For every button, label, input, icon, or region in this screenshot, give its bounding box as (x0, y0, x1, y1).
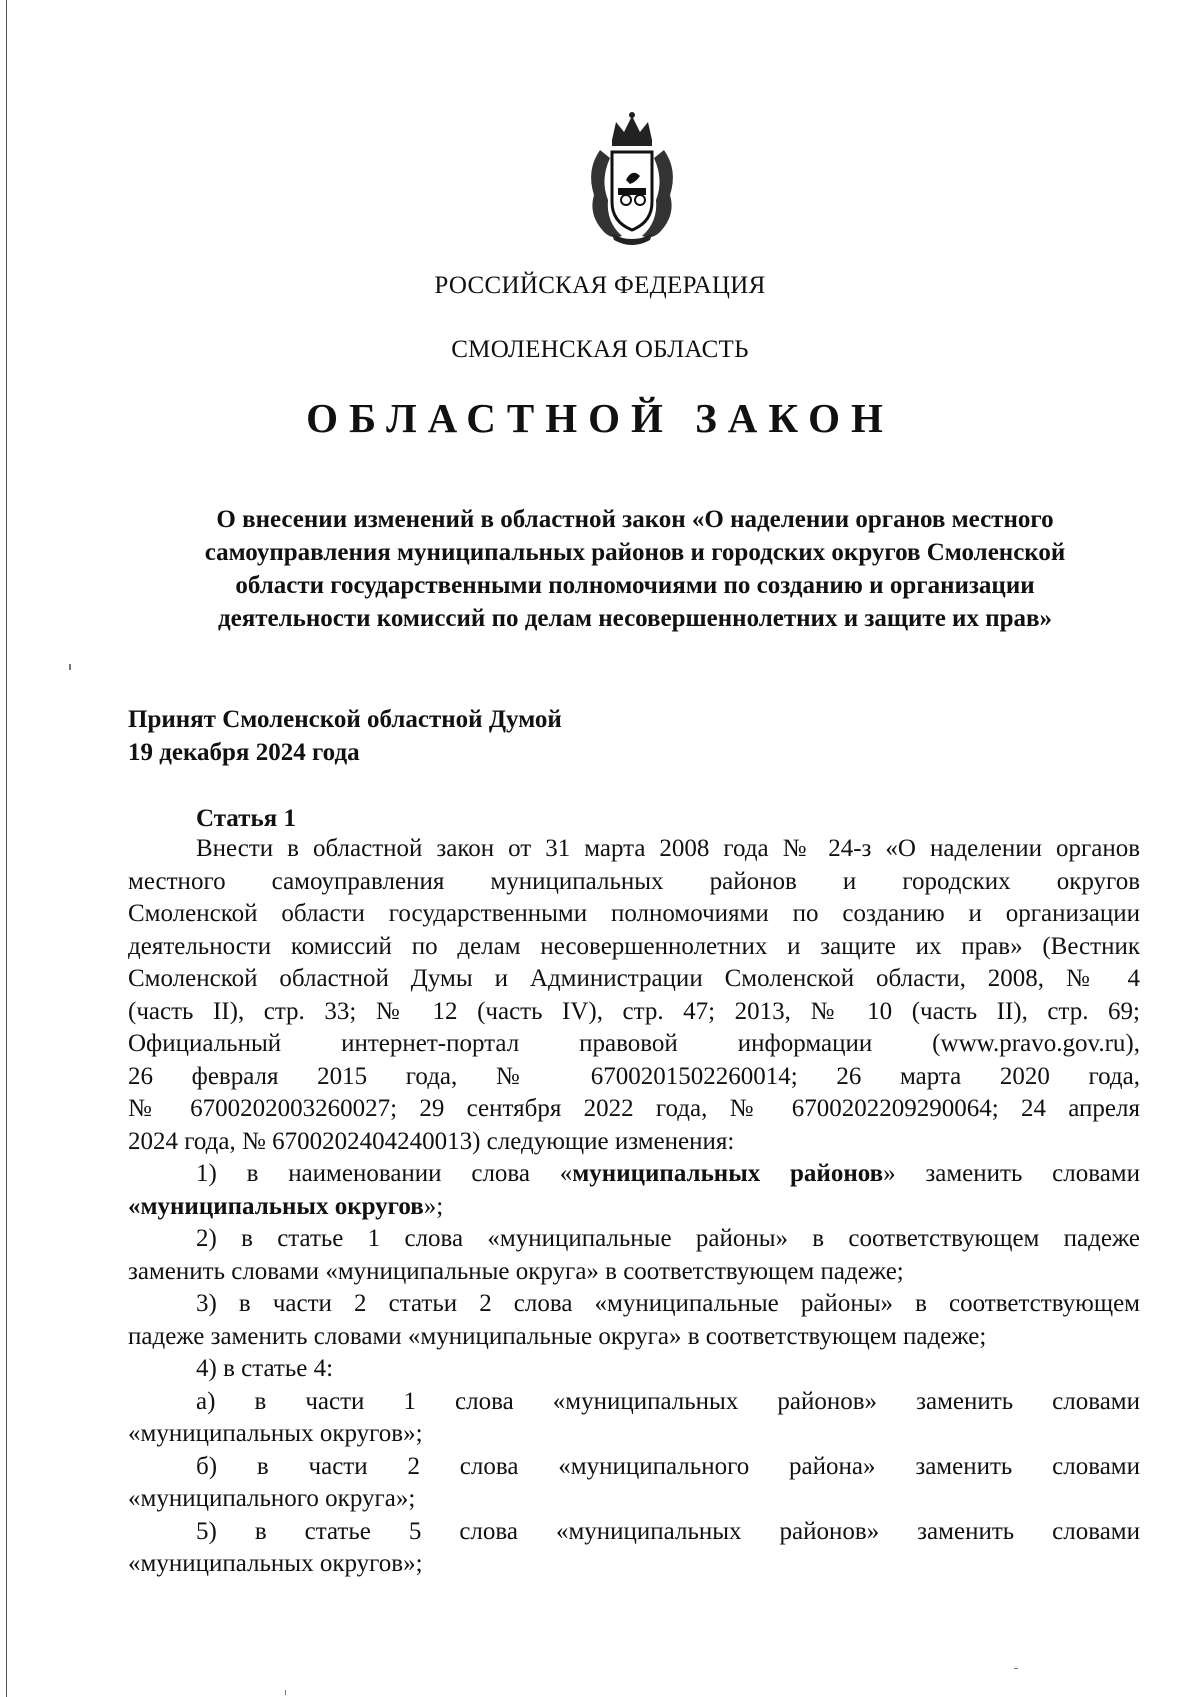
scan-speck (1014, 1668, 1018, 1669)
law-title (130, 503, 1140, 635)
scan-speck (285, 1690, 286, 1695)
text-line: падеже заменить словами «муниципальные округа» в соответствующем падеже; (128, 1322, 987, 1350)
amendment-item-4 (128, 1353, 1140, 1386)
text-line: 5) в статье 5 слова «муниципальных районов» заменить словами (196, 1517, 1140, 1545)
text-line: Официальный интернет-портал правовой информации (www.pravo.gov.ru), (128, 1030, 1140, 1057)
law-title-line: О внесении изменений в областной закон «О наделении органов местного (216, 506, 1054, 533)
text-line: «муниципального округа»; (128, 1485, 416, 1512)
text-line: «муниципальных округов»; (128, 1420, 423, 1447)
amendment-item-4b (128, 1451, 1140, 1516)
text-line: 3) в части 2 статьи 2 слова «муниципальные районы» в соответствующем (196, 1290, 1140, 1317)
item-text: »; (423, 1192, 444, 1220)
law-title-line: самоуправления муниципальных районов и городских округов Смоленской (204, 539, 1066, 566)
text-line: «муниципальных округов»; (128, 1550, 423, 1577)
text-line: Смоленской областной Думы и Администрации Смоленской области, 2008, № 4 (128, 965, 1140, 992)
item-text: » заменить словами (883, 1160, 1140, 1187)
text-line: 4) в статье 4: (196, 1355, 334, 1382)
text-line: деятельности комиссий по делам несовершеннолетних и защите их прав» (Вестник (128, 932, 1140, 960)
adopted-by: Принят Смоленской областной Думой (128, 706, 562, 733)
amendment-item-4a (128, 1386, 1140, 1451)
text-line: Внести в областной закон от 31 марта 2008 года № 24-з «О наделении органов (196, 835, 1140, 862)
amendment-item-5 (128, 1516, 1140, 1581)
new-term: муниципальных округов (140, 1192, 424, 1220)
scan-speck (69, 664, 71, 670)
text-line: 2024 года, № 6700202404240013) следующие изменения: (128, 1127, 735, 1155)
item-text: « (128, 1192, 141, 1220)
text-line: № 6700202003260027; 29 сентября 2022 года, № 6700202209290064; 24 апреля (128, 1095, 1140, 1122)
law-title-line: деятельности комиссий по делам несовершеннолетних и защите их прав» (217, 605, 1053, 632)
adoption-date: 19 декабря 2024 года (128, 739, 360, 766)
text-line: (часть II), стр. 33; № 12 (часть IV), стр. 47; 2013, № 10 (часть II), стр. 69; (128, 997, 1140, 1025)
amendment-item-2 (128, 1223, 1140, 1288)
amendment-item-1 (128, 1158, 1140, 1223)
text-line: б) в части 2 слова «муниципального района» заменить словами (196, 1452, 1140, 1480)
text-line: Смоленской области государственными полномочиями по созданию и организации (128, 900, 1140, 927)
old-term: муниципальных районов (572, 1160, 884, 1187)
text-line: 26 февраля 2015 года, № 6700201502260014; 26 марта 2020 года, (128, 1062, 1140, 1090)
article-intro (128, 833, 1140, 1158)
text-line: 2) в статье 1 слова «муниципальные районы» в соответствующем падеже (196, 1225, 1140, 1252)
article-body (128, 833, 1140, 1581)
item-text: 1) в наименовании слова « (196, 1160, 573, 1187)
text-line: заменить словами «муниципальные округа» в соответствующем падеже; (128, 1257, 904, 1285)
text-line: а) в части 1 слова «муниципальных районов» заменить словами (196, 1387, 1140, 1415)
text-line: местного самоуправления муниципальных районов и городских округов (128, 867, 1140, 895)
amendment-item-3 (128, 1288, 1140, 1353)
article-heading: Статья 1 (196, 805, 296, 832)
region-name: СМОЛЕНСКАЯ ОБЛАСТЬ (451, 336, 749, 363)
smolensk-coat-of-arms-icon (582, 110, 682, 252)
page-scan-edge (6, 0, 7, 1697)
country-name: РОССИЙСКАЯ ФЕДЕРАЦИЯ (434, 272, 766, 299)
law-title-line: области государственными полномочиями по созданию и организации (235, 572, 1035, 599)
document-type-heading: ОБЛАСТНОЙ ЗАКОН (306, 395, 894, 441)
adoption-block (128, 703, 562, 769)
